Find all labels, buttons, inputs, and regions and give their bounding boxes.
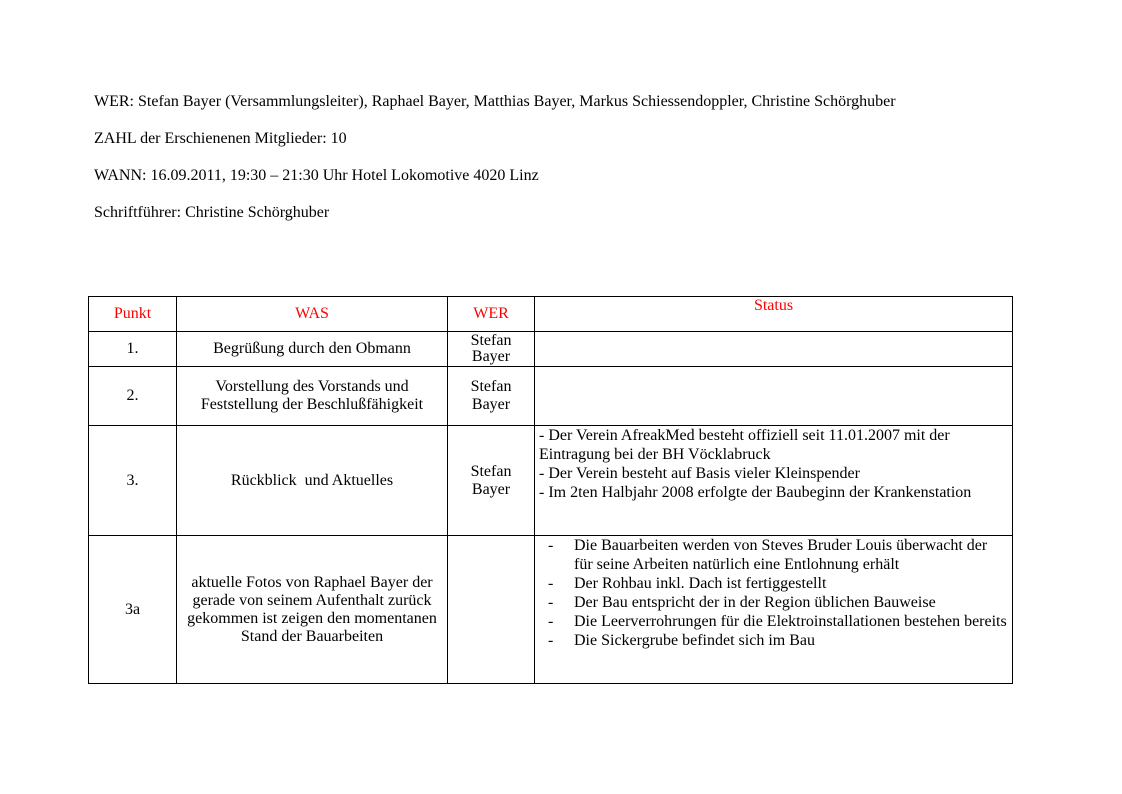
bullet-dash-marker: -	[548, 537, 554, 554]
table-header-row	[89, 297, 1013, 332]
table-row-3a	[89, 536, 1013, 684]
cell-punkt-1: 1.	[89, 332, 177, 367]
meta-line-wann: WANN: 16.09.2011, 19:30 – 21:30 Uhr Hotel Lokomotive 4020 Linz	[94, 167, 539, 184]
cell-status-3	[535, 426, 1013, 536]
meta-line-schriftfuehrer: Schriftführer: Christine Schörghuber	[94, 204, 330, 221]
cell-status-3a	[535, 536, 1013, 684]
cell-wer-3: Stefan Bayer	[448, 426, 535, 536]
cell-status-2	[535, 367, 1013, 426]
bullet-dash-marker: -	[548, 632, 554, 649]
bullet-text: Die Leerverrohrungen für die Elektroinstallationen bestehen bereits	[574, 613, 1007, 630]
status-bullet-item	[548, 536, 1008, 574]
table-row-1	[89, 332, 1013, 367]
status-paragraph: - Der Verein besteht auf Basis vieler Kleinspender	[539, 465, 860, 482]
bullet-dash-marker: -	[548, 594, 554, 611]
bullet-dash-marker: -	[548, 575, 554, 592]
column-header-punkt: Punkt	[89, 297, 177, 332]
cell-was-1: Begrüßung durch den Obmann	[177, 332, 448, 367]
meta-line-zahl: ZAHL der Erschienenen Mitglieder: 10	[94, 130, 347, 147]
bullet-text: Der Rohbau inkl. Dach ist fertiggestellt	[574, 575, 827, 592]
cell-wer-1: Stefan Bayer	[448, 332, 535, 367]
cell-was-2: Vorstellung des Vorstands und Feststellung der Beschlußfähigkeit	[177, 367, 448, 426]
bullet-dash-marker: -	[548, 613, 554, 630]
status-bullet-item	[548, 631, 1008, 650]
status-paragraph: - Der Verein AfreakMed besteht offiziell seit 11.01.2007 mit der Eintragung bei der BH Vöcklabruck	[539, 427, 954, 463]
bullet-text: Die Bauarbeiten werden von Steves Bruder Louis überwacht der für seine Arbeiten natürlich eine Entlohnung erhält	[574, 537, 988, 573]
column-header-status: Status	[535, 297, 1013, 332]
table-row-2	[89, 367, 1013, 426]
status-paragraph: - Im 2ten Halbjahr 2008 erfolgte der Baubeginn der Krankenstation	[539, 484, 972, 501]
cell-status-1	[535, 332, 1013, 367]
cell-punkt-2: 2.	[89, 367, 177, 426]
status-bullet-item	[548, 593, 1008, 612]
status-bullet-item	[548, 612, 1008, 631]
cell-wer-3a	[448, 536, 535, 684]
status-bullet-item	[548, 574, 1008, 593]
cell-was-3a: aktuelle Fotos von Raphael Bayer der gerade von seinem Aufenthalt zurück gekommen ist zeigen den momentanen Stand der Bauarbeiten	[177, 536, 448, 684]
column-header-wer: WER	[448, 297, 535, 332]
bullet-text: Die Sickergrube befindet sich im Bau	[574, 632, 815, 649]
meta-line-wer: WER: Stefan Bayer (Versammlungsleiter), Raphael Bayer, Matthias Bayer, Markus Schiessendoppler, Christine Schörghuber	[94, 93, 896, 110]
table-row-3	[89, 426, 1013, 536]
meeting-meta	[94, 92, 1034, 240]
bullet-text: Der Bau entspricht der in der Region üblichen Bauweise	[574, 594, 936, 611]
cell-punkt-3: 3.	[89, 426, 177, 536]
column-header-was: WAS	[177, 297, 448, 332]
cell-was-3: Rückblick und Aktuelles	[177, 426, 448, 536]
cell-punkt-3a: 3a	[89, 536, 177, 684]
cell-wer-2: Stefan Bayer	[448, 367, 535, 426]
agenda-table	[88, 296, 1013, 684]
